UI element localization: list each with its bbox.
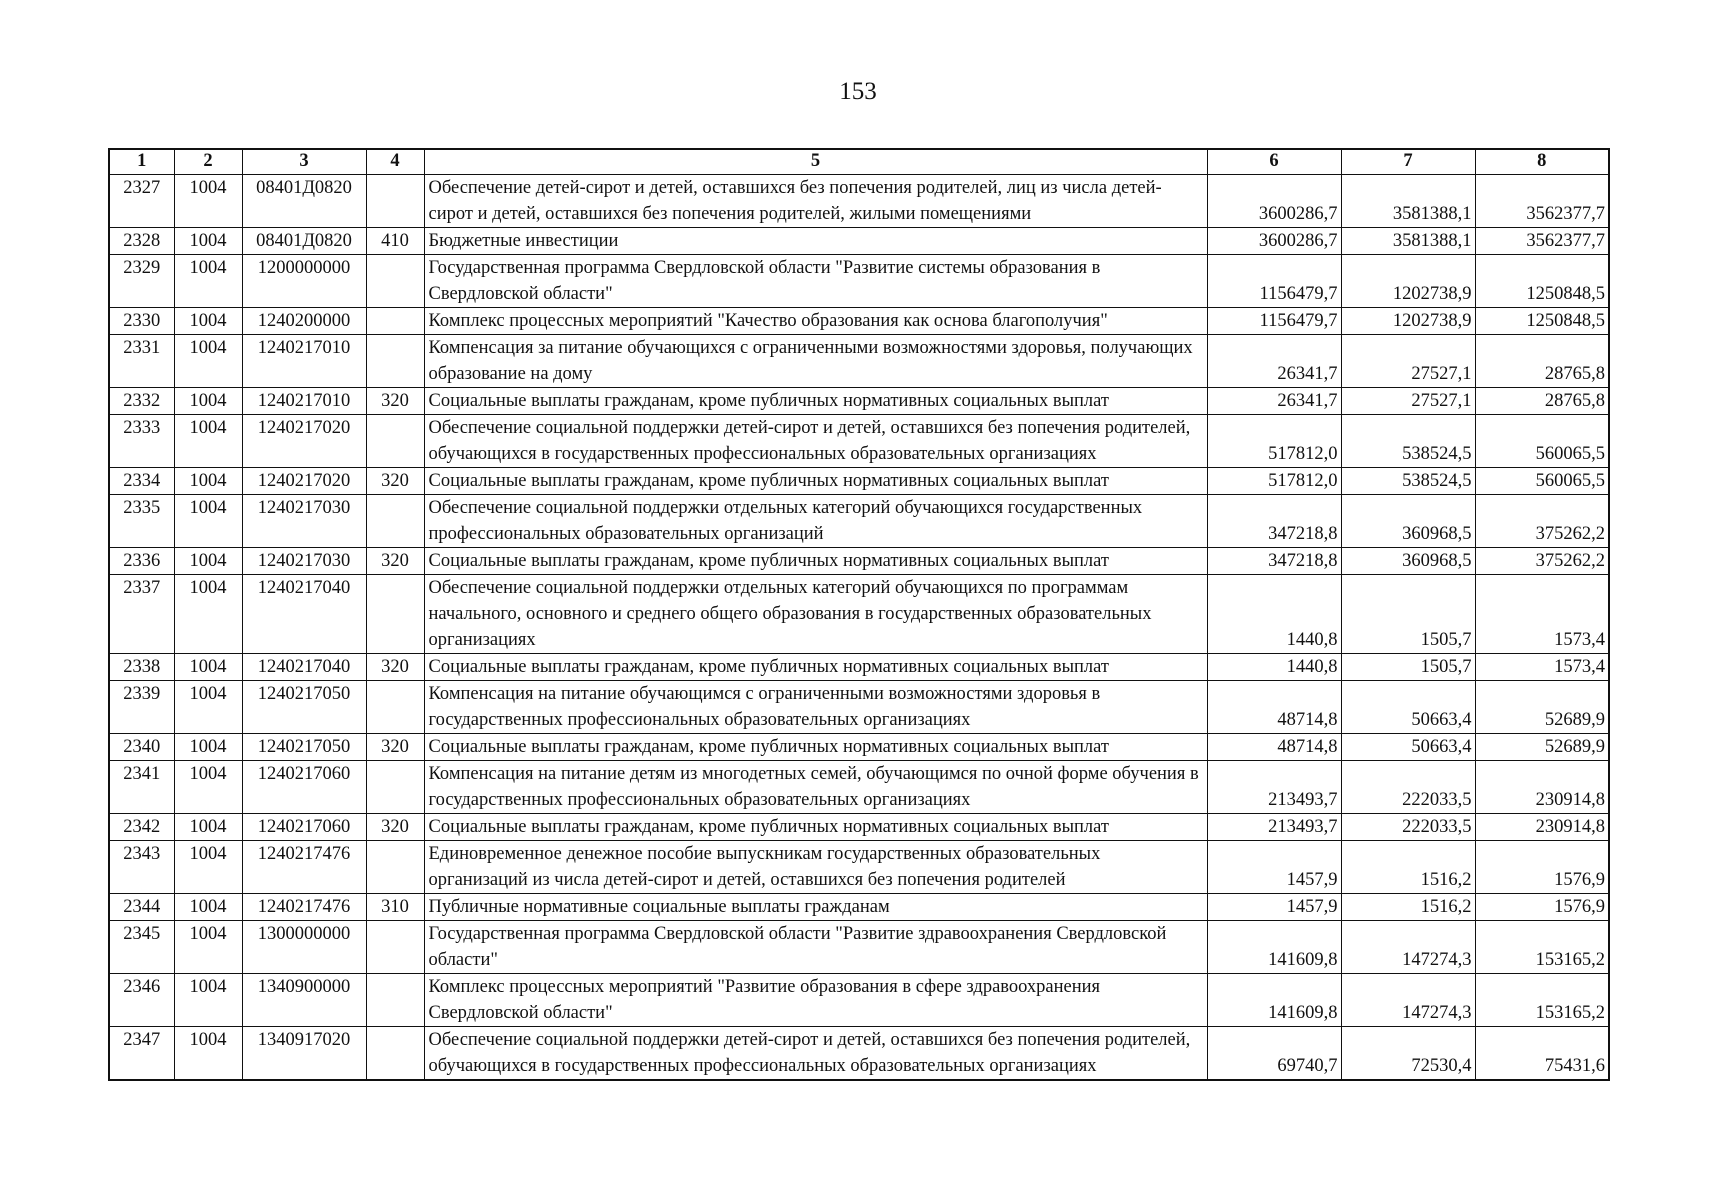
row-number-cell: 2342 bbox=[109, 814, 174, 841]
amount-cell: 1202738,9 bbox=[1341, 255, 1475, 308]
target-article-cell: 08401Д0820 bbox=[242, 175, 366, 228]
row-number-cell: 2345 bbox=[109, 921, 174, 974]
amount-cell: 1250848,5 bbox=[1475, 255, 1609, 308]
amount-cell: 517812,0 bbox=[1207, 415, 1341, 468]
amount-cell: 153165,2 bbox=[1475, 974, 1609, 1027]
row-number-cell: 2331 bbox=[109, 335, 174, 388]
description-cell: Социальные выплаты гражданам, кроме публичных нормативных социальных выплат bbox=[424, 654, 1207, 681]
row-number-cell: 2344 bbox=[109, 894, 174, 921]
expense-type-cell: 320 bbox=[366, 468, 424, 495]
section-code-cell: 1004 bbox=[174, 415, 242, 468]
amount-cell: 1440,8 bbox=[1207, 575, 1341, 654]
description-cell: Социальные выплаты гражданам, кроме публичных нормативных социальных выплат bbox=[424, 468, 1207, 495]
amount-cell: 48714,8 bbox=[1207, 734, 1341, 761]
table-row bbox=[109, 841, 1609, 894]
column-header: 4 bbox=[366, 149, 424, 175]
description-cell: Комплекс процессных мероприятий "Развитие образования в сфере здравоохранения Свердловской области" bbox=[424, 974, 1207, 1027]
amount-cell: 360968,5 bbox=[1341, 548, 1475, 575]
amount-cell: 347218,8 bbox=[1207, 548, 1341, 575]
table-row bbox=[109, 255, 1609, 308]
amount-cell: 360968,5 bbox=[1341, 495, 1475, 548]
target-article-cell: 1340917020 bbox=[242, 1027, 366, 1081]
expense-type-cell: 310 bbox=[366, 894, 424, 921]
table-row bbox=[109, 761, 1609, 814]
row-number-cell: 2335 bbox=[109, 495, 174, 548]
column-header: 1 bbox=[109, 149, 174, 175]
amount-cell: 560065,5 bbox=[1475, 468, 1609, 495]
target-article-cell: 1240217476 bbox=[242, 841, 366, 894]
table-row bbox=[109, 308, 1609, 335]
section-code-cell: 1004 bbox=[174, 308, 242, 335]
target-article-cell: 1240217050 bbox=[242, 681, 366, 734]
amount-cell: 27527,1 bbox=[1341, 388, 1475, 415]
expense-type-cell: 320 bbox=[366, 814, 424, 841]
target-article-cell: 1240217476 bbox=[242, 894, 366, 921]
row-number-cell: 2346 bbox=[109, 974, 174, 1027]
target-article-cell: 1300000000 bbox=[242, 921, 366, 974]
row-number-cell: 2339 bbox=[109, 681, 174, 734]
amount-cell: 1202738,9 bbox=[1341, 308, 1475, 335]
expense-type-cell bbox=[366, 335, 424, 388]
amount-cell: 1457,9 bbox=[1207, 894, 1341, 921]
row-number-cell: 2333 bbox=[109, 415, 174, 468]
expense-type-cell bbox=[366, 1027, 424, 1081]
table-row bbox=[109, 548, 1609, 575]
description-cell: Публичные нормативные социальные выплаты гражданам bbox=[424, 894, 1207, 921]
target-article-cell: 1240217010 bbox=[242, 335, 366, 388]
column-header: 6 bbox=[1207, 149, 1341, 175]
amount-cell: 538524,5 bbox=[1341, 468, 1475, 495]
table-row bbox=[109, 734, 1609, 761]
section-code-cell: 1004 bbox=[174, 175, 242, 228]
column-header: 5 bbox=[424, 149, 1207, 175]
table-body bbox=[109, 175, 1609, 1081]
amount-cell: 1573,4 bbox=[1475, 654, 1609, 681]
table-row bbox=[109, 388, 1609, 415]
target-article-cell: 1240217040 bbox=[242, 575, 366, 654]
row-number-cell: 2327 bbox=[109, 175, 174, 228]
target-article-cell: 1240217020 bbox=[242, 415, 366, 468]
row-number-cell: 2336 bbox=[109, 548, 174, 575]
amount-cell: 26341,7 bbox=[1207, 388, 1341, 415]
amount-cell: 375262,2 bbox=[1475, 495, 1609, 548]
amount-cell: 517812,0 bbox=[1207, 468, 1341, 495]
target-article-cell: 1240217060 bbox=[242, 761, 366, 814]
amount-cell: 3600286,7 bbox=[1207, 228, 1341, 255]
table-row bbox=[109, 894, 1609, 921]
amount-cell: 1576,9 bbox=[1475, 894, 1609, 921]
table-row bbox=[109, 814, 1609, 841]
section-code-cell: 1004 bbox=[174, 681, 242, 734]
section-code-cell: 1004 bbox=[174, 814, 242, 841]
description-cell: Обеспечение детей-сирот и детей, оставшихся без попечения родителей, лиц из числа детей-сирот и детей, оставшихся без попечения родителей, жилыми помещениями bbox=[424, 175, 1207, 228]
amount-cell: 1250848,5 bbox=[1475, 308, 1609, 335]
section-code-cell: 1004 bbox=[174, 654, 242, 681]
amount-cell: 560065,5 bbox=[1475, 415, 1609, 468]
table-row bbox=[109, 468, 1609, 495]
budget-table bbox=[108, 148, 1610, 1081]
amount-cell: 75431,6 bbox=[1475, 1027, 1609, 1081]
expense-type-cell bbox=[366, 921, 424, 974]
amount-cell: 147274,3 bbox=[1341, 921, 1475, 974]
row-number-cell: 2334 bbox=[109, 468, 174, 495]
table-row bbox=[109, 1027, 1609, 1081]
amount-cell: 1156479,7 bbox=[1207, 308, 1341, 335]
expense-type-cell: 320 bbox=[366, 654, 424, 681]
amount-cell: 222033,5 bbox=[1341, 761, 1475, 814]
amount-cell: 1576,9 bbox=[1475, 841, 1609, 894]
table-row bbox=[109, 654, 1609, 681]
description-cell: Компенсация на питание обучающимся с ограниченными возможностями здоровья в государственных профессиональных образовательных организациях bbox=[424, 681, 1207, 734]
description-cell: Социальные выплаты гражданам, кроме публичных нормативных социальных выплат bbox=[424, 388, 1207, 415]
amount-cell: 72530,4 bbox=[1341, 1027, 1475, 1081]
table-row bbox=[109, 175, 1609, 228]
amount-cell: 1516,2 bbox=[1341, 894, 1475, 921]
target-article-cell: 1240217030 bbox=[242, 548, 366, 575]
expense-type-cell bbox=[366, 841, 424, 894]
description-cell: Обеспечение социальной поддержки детей-сирот и детей, оставшихся без попечения родителей, обучающихся в государственных профессиональных образовательных организациях bbox=[424, 415, 1207, 468]
column-header: 3 bbox=[242, 149, 366, 175]
expense-type-cell bbox=[366, 308, 424, 335]
expense-type-cell bbox=[366, 575, 424, 654]
section-code-cell: 1004 bbox=[174, 388, 242, 415]
description-cell: Обеспечение социальной поддержки детей-сирот и детей, оставшихся без попечения родителей, обучающихся в государственных профессиональных образовательных организациях bbox=[424, 1027, 1207, 1081]
amount-cell: 213493,7 bbox=[1207, 761, 1341, 814]
section-code-cell: 1004 bbox=[174, 335, 242, 388]
amount-cell: 50663,4 bbox=[1341, 734, 1475, 761]
table-row bbox=[109, 228, 1609, 255]
column-header: 7 bbox=[1341, 149, 1475, 175]
expense-type-cell bbox=[366, 255, 424, 308]
amount-cell: 27527,1 bbox=[1341, 335, 1475, 388]
target-article-cell: 1200000000 bbox=[242, 255, 366, 308]
amount-cell: 230914,8 bbox=[1475, 814, 1609, 841]
expense-type-cell: 320 bbox=[366, 548, 424, 575]
section-code-cell: 1004 bbox=[174, 575, 242, 654]
amount-cell: 1505,7 bbox=[1341, 575, 1475, 654]
section-code-cell: 1004 bbox=[174, 1027, 242, 1081]
section-code-cell: 1004 bbox=[174, 255, 242, 308]
target-article-cell: 1240217060 bbox=[242, 814, 366, 841]
row-number-cell: 2343 bbox=[109, 841, 174, 894]
amount-cell: 538524,5 bbox=[1341, 415, 1475, 468]
description-cell: Бюджетные инвестиции bbox=[424, 228, 1207, 255]
description-cell: Государственная программа Свердловской области "Развитие здравоохранения Свердловской области" bbox=[424, 921, 1207, 974]
amount-cell: 50663,4 bbox=[1341, 681, 1475, 734]
amount-cell: 3581388,1 bbox=[1341, 175, 1475, 228]
target-article-cell: 1240200000 bbox=[242, 308, 366, 335]
amount-cell: 1440,8 bbox=[1207, 654, 1341, 681]
table-row bbox=[109, 974, 1609, 1027]
table-row bbox=[109, 681, 1609, 734]
description-cell: Комплекс процессных мероприятий "Качество образования как основа благополучия" bbox=[424, 308, 1207, 335]
section-code-cell: 1004 bbox=[174, 841, 242, 894]
expense-type-cell bbox=[366, 175, 424, 228]
amount-cell: 141609,8 bbox=[1207, 921, 1341, 974]
section-code-cell: 1004 bbox=[174, 921, 242, 974]
amount-cell: 347218,8 bbox=[1207, 495, 1341, 548]
expense-type-cell: 410 bbox=[366, 228, 424, 255]
section-code-cell: 1004 bbox=[174, 734, 242, 761]
amount-cell: 69740,7 bbox=[1207, 1027, 1341, 1081]
table-row bbox=[109, 335, 1609, 388]
amount-cell: 1505,7 bbox=[1341, 654, 1475, 681]
table-row bbox=[109, 575, 1609, 654]
section-code-cell: 1004 bbox=[174, 894, 242, 921]
expense-type-cell bbox=[366, 495, 424, 548]
amount-cell: 52689,9 bbox=[1475, 681, 1609, 734]
section-code-cell: 1004 bbox=[174, 468, 242, 495]
target-article-cell: 1240217050 bbox=[242, 734, 366, 761]
expense-type-cell bbox=[366, 974, 424, 1027]
amount-cell: 3562377,7 bbox=[1475, 175, 1609, 228]
expense-type-cell: 320 bbox=[366, 388, 424, 415]
section-code-cell: 1004 bbox=[174, 974, 242, 1027]
description-cell: Единовременное денежное пособие выпускникам государственных образовательных организаций из числа детей-сирот и детей, оставшихся без попечения родителей bbox=[424, 841, 1207, 894]
description-cell: Обеспечение социальной поддержки отдельных категорий обучающихся государственных профессиональных образовательных организаций bbox=[424, 495, 1207, 548]
amount-cell: 141609,8 bbox=[1207, 974, 1341, 1027]
expense-type-cell bbox=[366, 415, 424, 468]
amount-cell: 1156479,7 bbox=[1207, 255, 1341, 308]
table-row bbox=[109, 921, 1609, 974]
amount-cell: 147274,3 bbox=[1341, 974, 1475, 1027]
row-number-cell: 2347 bbox=[109, 1027, 174, 1081]
row-number-cell: 2340 bbox=[109, 734, 174, 761]
row-number-cell: 2341 bbox=[109, 761, 174, 814]
amount-cell: 375262,2 bbox=[1475, 548, 1609, 575]
target-article-cell: 1240217010 bbox=[242, 388, 366, 415]
amount-cell: 48714,8 bbox=[1207, 681, 1341, 734]
amount-cell: 3562377,7 bbox=[1475, 228, 1609, 255]
description-cell: Обеспечение социальной поддержки отдельных категорий обучающихся по программам начального, основного и среднего общего образования в государственных образовательных организациях bbox=[424, 575, 1207, 654]
description-cell: Компенсация на питание детям из многодетных семей, обучающимся по очной форме обучения в государственных профессиональных образовательных организациях bbox=[424, 761, 1207, 814]
target-article-cell: 1240217040 bbox=[242, 654, 366, 681]
target-article-cell: 1340900000 bbox=[242, 974, 366, 1027]
expense-type-cell bbox=[366, 761, 424, 814]
amount-cell: 3600286,7 bbox=[1207, 175, 1341, 228]
section-code-cell: 1004 bbox=[174, 761, 242, 814]
description-cell: Социальные выплаты гражданам, кроме публичных нормативных социальных выплат bbox=[424, 734, 1207, 761]
header-row bbox=[109, 149, 1609, 175]
row-number-cell: 2332 bbox=[109, 388, 174, 415]
row-number-cell: 2338 bbox=[109, 654, 174, 681]
amount-cell: 1573,4 bbox=[1475, 575, 1609, 654]
description-cell: Социальные выплаты гражданам, кроме публичных нормативных социальных выплат bbox=[424, 814, 1207, 841]
row-number-cell: 2329 bbox=[109, 255, 174, 308]
amount-cell: 222033,5 bbox=[1341, 814, 1475, 841]
expense-type-cell: 320 bbox=[366, 734, 424, 761]
amount-cell: 213493,7 bbox=[1207, 814, 1341, 841]
table-row bbox=[109, 415, 1609, 468]
section-code-cell: 1004 bbox=[174, 495, 242, 548]
row-number-cell: 2337 bbox=[109, 575, 174, 654]
expense-type-cell bbox=[366, 681, 424, 734]
table-row bbox=[109, 495, 1609, 548]
amount-cell: 28765,8 bbox=[1475, 335, 1609, 388]
page-number: 153 bbox=[839, 78, 877, 105]
amount-cell: 153165,2 bbox=[1475, 921, 1609, 974]
section-code-cell: 1004 bbox=[174, 228, 242, 255]
description-cell: Компенсация за питание обучающихся с ограниченными возможностями здоровья, получающих образование на дому bbox=[424, 335, 1207, 388]
description-cell: Социальные выплаты гражданам, кроме публичных нормативных социальных выплат bbox=[424, 548, 1207, 575]
description-cell: Государственная программа Свердловской области "Развитие системы образования в Свердловской области" bbox=[424, 255, 1207, 308]
section-code-cell: 1004 bbox=[174, 548, 242, 575]
row-number-cell: 2330 bbox=[109, 308, 174, 335]
target-article-cell: 1240217020 bbox=[242, 468, 366, 495]
amount-cell: 1457,9 bbox=[1207, 841, 1341, 894]
target-article-cell: 1240217030 bbox=[242, 495, 366, 548]
row-number-cell: 2328 bbox=[109, 228, 174, 255]
amount-cell: 230914,8 bbox=[1475, 761, 1609, 814]
target-article-cell: 08401Д0820 bbox=[242, 228, 366, 255]
column-header: 2 bbox=[174, 149, 242, 175]
amount-cell: 52689,9 bbox=[1475, 734, 1609, 761]
amount-cell: 28765,8 bbox=[1475, 388, 1609, 415]
amount-cell: 26341,7 bbox=[1207, 335, 1341, 388]
amount-cell: 3581388,1 bbox=[1341, 228, 1475, 255]
amount-cell: 1516,2 bbox=[1341, 841, 1475, 894]
column-header: 8 bbox=[1475, 149, 1609, 175]
